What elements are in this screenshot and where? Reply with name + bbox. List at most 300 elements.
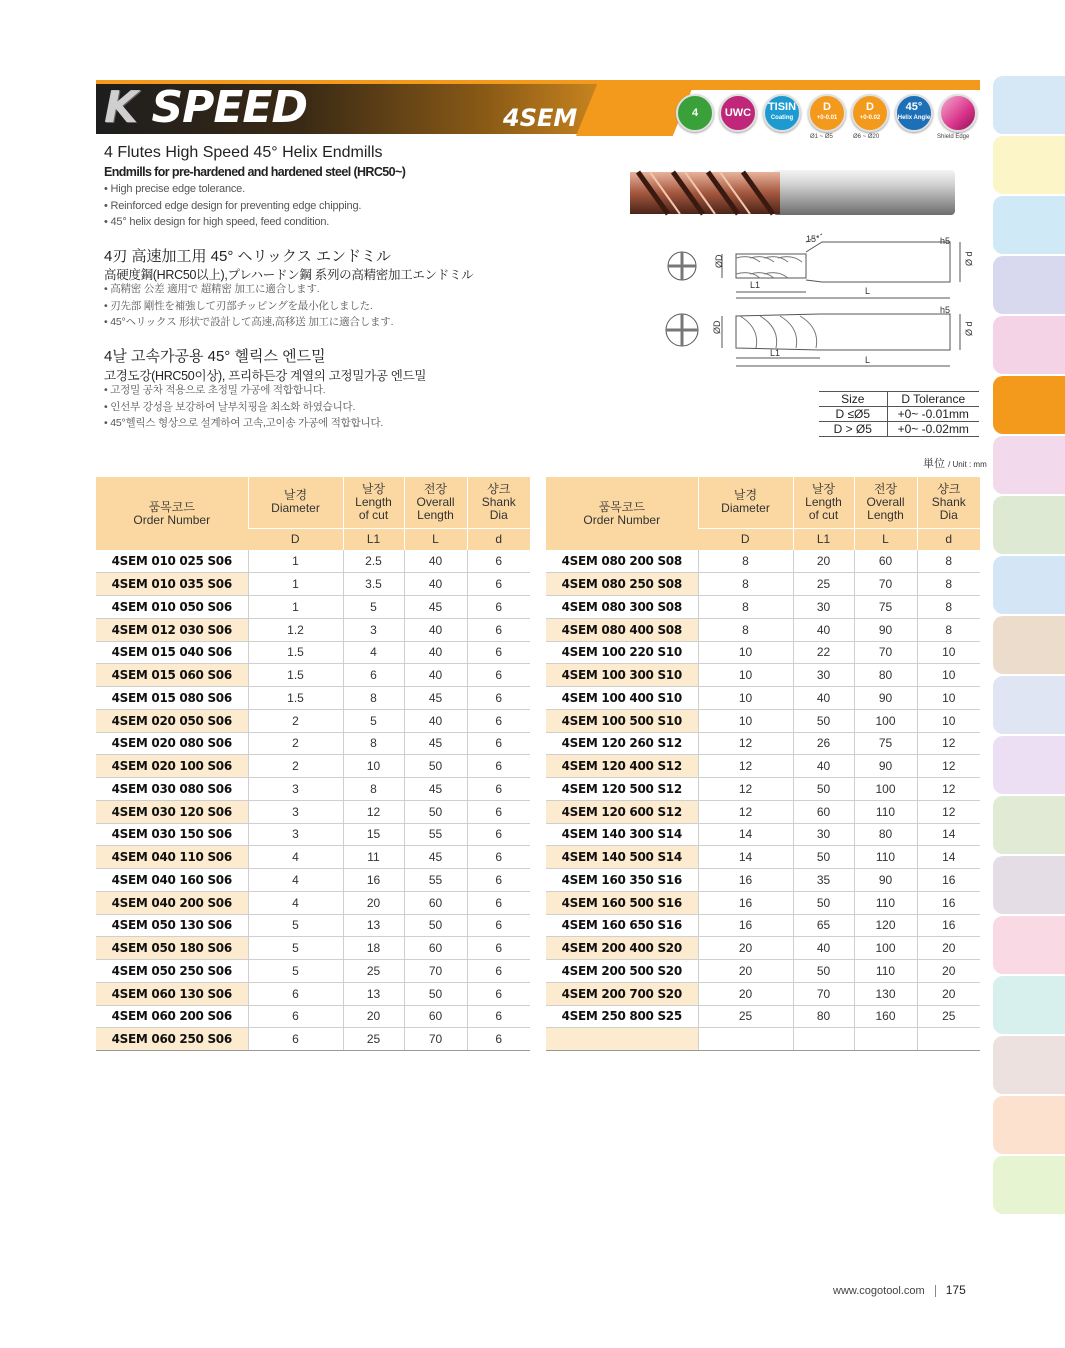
overall-length: 90 xyxy=(854,687,917,710)
side-tab-17[interactable] xyxy=(993,1036,1065,1094)
shank-dia: 6 xyxy=(467,1005,530,1028)
table-row xyxy=(96,755,530,778)
shank-dia: 6 xyxy=(467,1028,530,1051)
shank-dia: 6 xyxy=(467,596,530,619)
order-number: 4SEM 200 400 S20 xyxy=(546,937,698,960)
tech-drawing xyxy=(660,228,976,378)
shank-dia: 6 xyxy=(467,664,530,687)
length-of-cut: 60 xyxy=(793,800,854,823)
side-tab-1[interactable] xyxy=(993,76,1065,134)
overall-length: 110 xyxy=(854,891,917,914)
shank-dia: 6 xyxy=(467,869,530,892)
side-tab-4[interactable] xyxy=(993,256,1065,314)
overall-length: 130 xyxy=(854,982,917,1005)
col-header-l xyxy=(854,477,917,528)
en-bullet: • 45° helix design for high speed, feed condition. xyxy=(104,214,361,231)
order-number: 4SEM 120 260 S12 xyxy=(546,732,698,755)
overall-length: 120 xyxy=(854,914,917,937)
header-d-line: 샹크 xyxy=(937,481,961,496)
length-of-cut: 70 xyxy=(793,982,854,1005)
overall-length: 160 xyxy=(854,1005,917,1028)
overall-length: 45 xyxy=(404,778,467,801)
length-of-cut: 40 xyxy=(793,755,854,778)
shank-dia: 10 xyxy=(917,709,980,732)
table-row xyxy=(546,550,980,573)
length-of-cut: 25 xyxy=(793,573,854,596)
kr-bullet: • 고정밀 공차 적용으로 초정밀 가공에 적합합니다. xyxy=(104,382,383,399)
table-row xyxy=(546,755,980,778)
order-number: 4SEM 200 500 S20 xyxy=(546,960,698,983)
drawing-l1-2: L1 xyxy=(770,348,781,358)
header-dia-line: 날경 xyxy=(733,488,758,503)
shield-edge-icon xyxy=(939,94,977,132)
table-row xyxy=(96,823,530,846)
table-row xyxy=(96,732,530,755)
shank-dia: 6 xyxy=(467,937,530,960)
table-row xyxy=(546,891,980,914)
length-of-cut: 2.5 xyxy=(343,550,404,573)
shank-dia: 8 xyxy=(917,550,980,573)
shank-dia: 14 xyxy=(917,846,980,869)
overall-length: 100 xyxy=(854,778,917,801)
d-tolerance-002-icon-label: D xyxy=(866,101,874,113)
order-number: 4SEM 040 160 S06 xyxy=(96,869,248,892)
order-number: 4SEM 060 250 S06 xyxy=(96,1028,248,1051)
order-number: 4SEM 160 350 S16 xyxy=(546,869,698,892)
overall-length xyxy=(854,1028,917,1051)
diameter: 5 xyxy=(248,937,343,960)
order-number: 4SEM 010 025 S06 xyxy=(96,550,248,573)
d-tolerance-001-icon-caption: Ø1 ~ Ø5 xyxy=(810,134,833,140)
product-table-right xyxy=(546,477,980,1051)
table-row xyxy=(96,1005,530,1028)
table-row xyxy=(96,550,530,573)
drawing-l1-1: L1 xyxy=(750,280,761,290)
d-tolerance-002-icon-sub: +0-0.02 xyxy=(859,115,881,121)
table-row xyxy=(546,869,980,892)
order-number: 4SEM 100 500 S10 xyxy=(546,709,698,732)
header-d-line: Dia xyxy=(489,507,508,522)
kr-bullet: • 45°헬릭스 형상으로 설계하여 고속,고이송 가공에 적합합니다. xyxy=(104,415,383,432)
side-tab-18[interactable] xyxy=(993,1096,1065,1154)
side-tab-14[interactable] xyxy=(993,856,1065,914)
header-d-line: Dia xyxy=(939,507,958,522)
order-number: 4SEM 100 300 S10 xyxy=(546,664,698,687)
diameter: 8 xyxy=(698,550,793,573)
col-symbol-l1: L1 xyxy=(343,528,404,550)
footer-url[interactable]: www.cogotool.com xyxy=(833,1285,925,1297)
brand-logo xyxy=(104,84,307,132)
helix-45-icon-sub: Helix Angle xyxy=(897,115,931,121)
table-row xyxy=(96,982,530,1005)
table-row xyxy=(546,618,980,641)
diameter: 10 xyxy=(698,709,793,732)
overall-length: 110 xyxy=(854,800,917,823)
side-tab-5[interactable] xyxy=(993,316,1065,374)
overall-length: 45 xyxy=(404,596,467,619)
overall-length: 90 xyxy=(854,755,917,778)
order-number: 4SEM 160 650 S16 xyxy=(546,914,698,937)
header-l1-line: 날장 xyxy=(811,481,836,496)
header-d-line: Shank xyxy=(481,494,516,509)
order-number: 4SEM 040 200 S06 xyxy=(96,891,248,914)
header-code-line: 품목코드 xyxy=(598,499,645,514)
col-header-l xyxy=(404,477,467,528)
shank-dia: 14 xyxy=(917,823,980,846)
shank-dia: 10 xyxy=(917,641,980,664)
order-number: 4SEM 060 200 S06 xyxy=(96,1005,248,1028)
length-of-cut: 40 xyxy=(793,618,854,641)
header-l-line: 전장 xyxy=(423,481,448,496)
tol-value: +0~ -0.01mm xyxy=(887,407,979,422)
diameter: 12 xyxy=(698,755,793,778)
order-number: 4SEM 015 080 S06 xyxy=(96,687,248,710)
col-header-dia xyxy=(248,477,343,528)
shank-dia: 20 xyxy=(917,937,980,960)
shank-dia: 8 xyxy=(917,596,980,619)
order-number xyxy=(546,1028,698,1051)
jp-bullet: • 45°ヘリックス 形状で設計して高速,高移送 加工に適合します. xyxy=(104,314,393,331)
diameter: 1.5 xyxy=(248,687,343,710)
order-number: 4SEM 120 400 S12 xyxy=(546,755,698,778)
overall-length: 45 xyxy=(404,846,467,869)
shank-dia: 6 xyxy=(467,755,530,778)
length-of-cut: 13 xyxy=(343,982,404,1005)
side-tab-6[interactable] xyxy=(993,376,1065,434)
order-number: 4SEM 100 220 S10 xyxy=(546,641,698,664)
col-header-l1 xyxy=(793,477,854,528)
shank-dia: 6 xyxy=(467,550,530,573)
header-code-line: Order Number xyxy=(583,512,661,527)
diameter: 3 xyxy=(248,778,343,801)
overall-length: 50 xyxy=(404,982,467,1005)
table-row xyxy=(546,641,980,664)
overall-length: 40 xyxy=(404,641,467,664)
side-tab-7[interactable] xyxy=(993,436,1065,494)
length-of-cut: 5 xyxy=(343,709,404,732)
tisin-coating-icon xyxy=(763,94,801,132)
table-row xyxy=(546,800,980,823)
side-tab-11[interactable] xyxy=(993,676,1065,734)
d-tolerance-001-icon-label: D xyxy=(823,101,831,113)
diameter: 2 xyxy=(248,755,343,778)
order-number: 4SEM 080 250 S08 xyxy=(546,573,698,596)
table-row xyxy=(96,778,530,801)
helix-45-icon xyxy=(895,94,933,132)
overall-length: 110 xyxy=(854,960,917,983)
length-of-cut: 20 xyxy=(343,1005,404,1028)
shank-dia: 6 xyxy=(467,846,530,869)
overall-length: 40 xyxy=(404,618,467,641)
unit-label xyxy=(923,455,987,471)
col-header-d xyxy=(917,477,980,528)
order-number: 4SEM 120 600 S12 xyxy=(546,800,698,823)
header-d-line: Shank xyxy=(931,494,966,509)
drawing-tol-1: h5 xyxy=(940,236,951,246)
unit-main: 単位 xyxy=(923,458,945,470)
diameter: 2 xyxy=(248,732,343,755)
order-number: 4SEM 140 500 S14 xyxy=(546,846,698,869)
shank-dia: 12 xyxy=(917,755,980,778)
en-subtitle: Endmills for pre-hardened and hardened steel (HRC50~) xyxy=(104,165,406,179)
col-symbol-d: D xyxy=(248,528,343,550)
shank-dia: 8 xyxy=(917,573,980,596)
order-number: 4SEM 080 300 S08 xyxy=(546,596,698,619)
diameter: 2 xyxy=(248,709,343,732)
side-tab-9[interactable] xyxy=(993,556,1065,614)
shank-dia: 6 xyxy=(467,709,530,732)
shank-dia: 12 xyxy=(917,778,980,801)
diameter: 3 xyxy=(248,800,343,823)
kr-bullets xyxy=(104,382,383,432)
length-of-cut: 15 xyxy=(343,823,404,846)
table-row xyxy=(96,891,530,914)
diameter: 6 xyxy=(248,1005,343,1028)
tolerance-table xyxy=(819,391,979,437)
en-bullet: • High precise edge tolerance. xyxy=(104,181,361,198)
diameter: 1 xyxy=(248,596,343,619)
diameter: 10 xyxy=(698,641,793,664)
kr-bullet: • 인선부 강성을 보강하여 날부치핑을 최소화 하였습니다. xyxy=(104,399,383,416)
drawing-shank-2: Ø d xyxy=(964,321,974,336)
brand-k: K xyxy=(104,82,138,133)
side-tab-10[interactable] xyxy=(993,616,1065,674)
side-tab-15[interactable] xyxy=(993,916,1065,974)
length-of-cut: 8 xyxy=(343,687,404,710)
shank-dia: 10 xyxy=(917,664,980,687)
shank-dia: 6 xyxy=(467,641,530,664)
col-header-code xyxy=(96,477,248,550)
diameter: 5 xyxy=(248,960,343,983)
shank-dia: 20 xyxy=(917,960,980,983)
col-symbol-l: L xyxy=(404,528,467,550)
overall-length: 80 xyxy=(854,664,917,687)
model-name: 4SEM xyxy=(503,104,578,132)
shank-dia: 6 xyxy=(467,732,530,755)
side-tab-16[interactable] xyxy=(993,976,1065,1034)
shank-dia: 16 xyxy=(917,869,980,892)
header-l1-line: of cut xyxy=(808,507,839,522)
length-of-cut: 30 xyxy=(793,596,854,619)
en-title: 4 Flutes High Speed 45° Helix Endmills xyxy=(104,144,383,161)
diameter: 4 xyxy=(248,869,343,892)
order-number: 4SEM 030 080 S06 xyxy=(96,778,248,801)
tol-value: +0~ -0.02mm xyxy=(887,422,979,437)
diameter: 16 xyxy=(698,869,793,892)
order-number: 4SEM 020 100 S06 xyxy=(96,755,248,778)
overall-length: 100 xyxy=(854,937,917,960)
side-tab-13[interactable] xyxy=(993,796,1065,854)
diameter: 5 xyxy=(248,914,343,937)
table-row xyxy=(546,960,980,983)
col-header-dia xyxy=(698,477,793,528)
length-of-cut: 4 xyxy=(343,641,404,664)
col-symbol-l: L xyxy=(854,528,917,550)
jp-bullets xyxy=(104,281,393,331)
overall-length: 55 xyxy=(404,823,467,846)
length-of-cut: 50 xyxy=(793,891,854,914)
order-number: 4SEM 100 400 S10 xyxy=(546,687,698,710)
diameter: 16 xyxy=(698,891,793,914)
shank-dia: 6 xyxy=(467,982,530,1005)
length-of-cut: 5 xyxy=(343,596,404,619)
diameter: 8 xyxy=(698,596,793,619)
table-row xyxy=(546,823,980,846)
tol-size: D ≤Ø5 xyxy=(819,407,887,422)
length-of-cut: 50 xyxy=(793,778,854,801)
order-number: 4SEM 030 120 S06 xyxy=(96,800,248,823)
table-row xyxy=(546,1005,980,1028)
length-of-cut: 30 xyxy=(793,823,854,846)
side-tab-2[interactable] xyxy=(993,136,1065,194)
col-symbol-d: d xyxy=(917,528,980,550)
d-tolerance-001-icon-sub: +0-0.01 xyxy=(816,115,838,121)
length-of-cut: 8 xyxy=(343,778,404,801)
col-symbol-d: D xyxy=(698,528,793,550)
overall-length: 60 xyxy=(404,937,467,960)
page-number: 175 xyxy=(945,1283,966,1297)
length-of-cut: 50 xyxy=(793,960,854,983)
footer xyxy=(833,1283,966,1297)
order-number: 4SEM 200 700 S20 xyxy=(546,982,698,1005)
overall-length: 70 xyxy=(854,641,917,664)
header-code-line: Order Number xyxy=(133,512,211,527)
table-row xyxy=(546,687,980,710)
diameter: 16 xyxy=(698,914,793,937)
drawing-d-2: ØD xyxy=(712,320,722,334)
order-number: 4SEM 050 250 S06 xyxy=(96,960,248,983)
shank-dia: 6 xyxy=(467,573,530,596)
header-l1-line: Length xyxy=(355,494,392,509)
diameter: 10 xyxy=(698,687,793,710)
diameter: 4 xyxy=(248,891,343,914)
length-of-cut: 50 xyxy=(793,709,854,732)
table-row xyxy=(96,618,530,641)
order-number: 4SEM 140 300 S14 xyxy=(546,823,698,846)
diameter: 1 xyxy=(248,573,343,596)
order-number: 4SEM 040 110 S06 xyxy=(96,846,248,869)
diameter: 20 xyxy=(698,960,793,983)
order-number: 4SEM 020 050 S06 xyxy=(96,709,248,732)
length-of-cut: 25 xyxy=(343,960,404,983)
helix-45-icon-label: 45° xyxy=(905,101,923,113)
diameter: 1 xyxy=(248,550,343,573)
side-tab-3[interactable] xyxy=(993,196,1065,254)
diameter: 1.5 xyxy=(248,641,343,664)
col-header-d xyxy=(467,477,530,528)
shank-dia: 16 xyxy=(917,914,980,937)
overall-length: 50 xyxy=(404,914,467,937)
length-of-cut: 11 xyxy=(343,846,404,869)
order-number: 4SEM 015 040 S06 xyxy=(96,641,248,664)
d-tolerance-002-icon-caption: Ø6 ~ Ø20 xyxy=(853,134,880,140)
brand-speed: SPEED xyxy=(151,82,308,133)
overall-length: 100 xyxy=(854,709,917,732)
overall-length: 75 xyxy=(854,732,917,755)
diameter: 20 xyxy=(698,982,793,1005)
overall-length: 45 xyxy=(404,687,467,710)
flutes-4-icon xyxy=(676,94,714,132)
tisin-coating-icon-sub: Coating xyxy=(770,115,794,121)
diameter: 14 xyxy=(698,846,793,869)
header-l-line: Length xyxy=(867,507,904,522)
length-of-cut: 26 xyxy=(793,732,854,755)
overall-length: 90 xyxy=(854,869,917,892)
endmill-photo xyxy=(628,168,958,218)
table-row xyxy=(96,709,530,732)
side-tab-12[interactable] xyxy=(993,736,1065,794)
diameter: 12 xyxy=(698,778,793,801)
overall-length: 55 xyxy=(404,869,467,892)
length-of-cut: 10 xyxy=(343,755,404,778)
shank-dia: 12 xyxy=(917,800,980,823)
order-number: 4SEM 020 080 S06 xyxy=(96,732,248,755)
header-dia-line: Diameter xyxy=(721,501,770,516)
shank-dia: 6 xyxy=(467,891,530,914)
order-number: 4SEM 015 060 S06 xyxy=(96,664,248,687)
overall-length: 40 xyxy=(404,573,467,596)
footer-divider xyxy=(935,1285,936,1297)
drawing-tol-2: h5 xyxy=(940,305,951,315)
length-of-cut: 13 xyxy=(343,914,404,937)
order-number: 4SEM 010 050 S06 xyxy=(96,596,248,619)
diameter: 8 xyxy=(698,573,793,596)
table-row xyxy=(546,1028,980,1051)
side-tab-19[interactable] xyxy=(993,1156,1065,1214)
shank-dia: 10 xyxy=(917,687,980,710)
diameter: 1.5 xyxy=(248,664,343,687)
overall-length: 80 xyxy=(854,823,917,846)
col-symbol-l1: L1 xyxy=(793,528,854,550)
table-row xyxy=(546,664,980,687)
tol-header-tol: D Tolerance xyxy=(887,392,979,407)
length-of-cut: 65 xyxy=(793,914,854,937)
header-code-line: 품목코드 xyxy=(148,499,195,514)
header-l1-line: of cut xyxy=(358,507,389,522)
header-l1-line: Length xyxy=(805,494,842,509)
drawing-l-1: L xyxy=(865,286,871,296)
diameter: 25 xyxy=(698,1005,793,1028)
drawing-shank-1: Ø d xyxy=(964,251,974,266)
overall-length: 90 xyxy=(854,618,917,641)
length-of-cut: 22 xyxy=(793,641,854,664)
table-row xyxy=(546,937,980,960)
shank-dia: 6 xyxy=(467,618,530,641)
side-tab-8[interactable] xyxy=(993,496,1065,554)
overall-length: 40 xyxy=(404,664,467,687)
shield-edge-icon-caption: Shield Edge xyxy=(937,134,970,140)
jp-subtitle: 高硬度鋼(HRC50以上),プレハードン鋼 系列の高精密加工エンドミル xyxy=(104,268,474,282)
shank-dia: 12 xyxy=(917,732,980,755)
overall-length: 45 xyxy=(404,732,467,755)
header-l-line: Overall xyxy=(866,494,905,509)
table-row xyxy=(96,641,530,664)
order-number: 4SEM 050 180 S06 xyxy=(96,937,248,960)
table-row xyxy=(96,937,530,960)
diameter: 12 xyxy=(698,732,793,755)
overall-length: 70 xyxy=(854,573,917,596)
col-header-l1 xyxy=(343,477,404,528)
length-of-cut: 50 xyxy=(793,846,854,869)
tol-header-size: Size xyxy=(819,392,887,407)
shank-dia: 6 xyxy=(467,687,530,710)
diameter: 10 xyxy=(698,664,793,687)
shank-dia: 16 xyxy=(917,891,980,914)
tol-size: D > Ø5 xyxy=(819,422,887,437)
drawing-l-2: L xyxy=(865,355,871,365)
shank-dia: 25 xyxy=(917,1005,980,1028)
table-row xyxy=(96,869,530,892)
